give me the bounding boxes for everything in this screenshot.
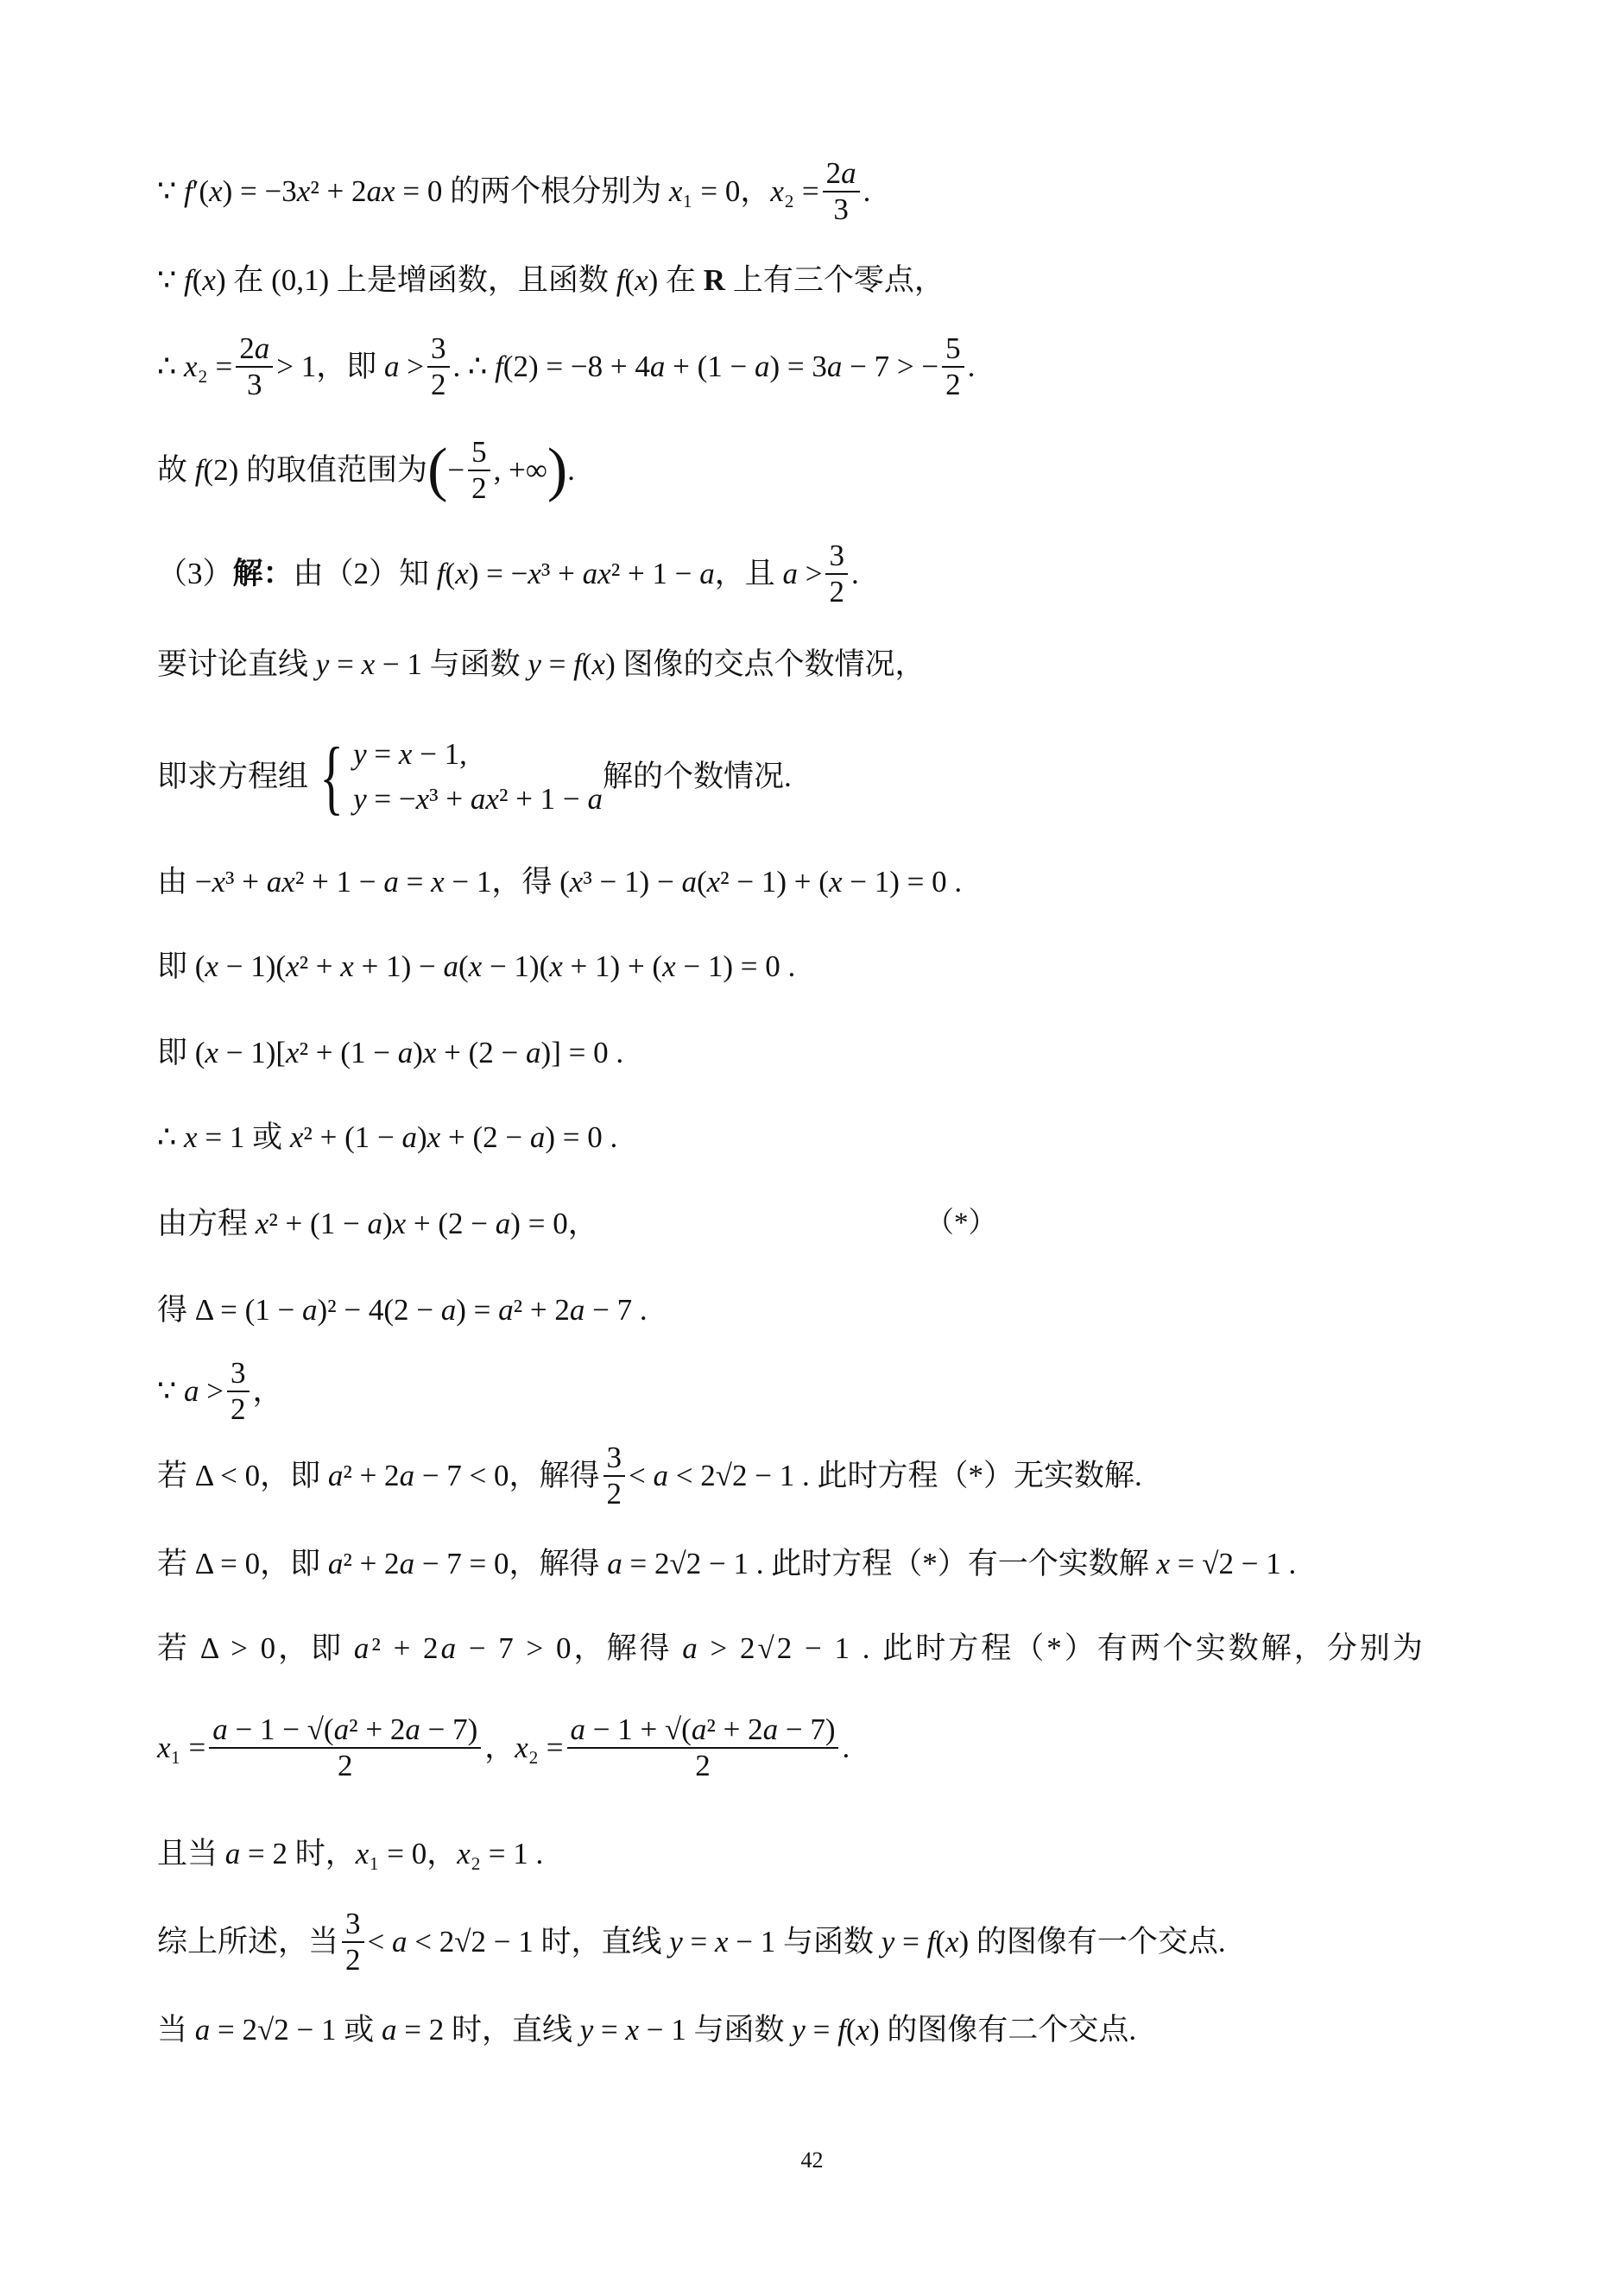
solution-line-12: 由方程 x² + (1 − a)x + (2 − a) = 0， （*）: [157, 1207, 997, 1240]
solution-line-21: 当 a = 2√2 − 1 或 a = 2 时，直线 y = x − 1 与函数 y = f(x) 的图像有二个交点.: [157, 2013, 1137, 2047]
solution-line-8: 由 −x³ + ax² + 1 − a = x − 1，得 (x³ − 1) − a(x² − 1) + (x − 1) = 0 .: [157, 865, 963, 899]
solution-line-9: 即 (x − 1)(x² + x + 1) − a(x − 1)(x + 1) + (x − 1) = 0 .: [157, 949, 796, 983]
page-number: 42: [800, 2148, 824, 2173]
solution-line-7: 即求方程组 { y = x − 1, y = −x³ + ax² + 1 − a 解的个数情况.: [157, 730, 792, 823]
solution-line-14: ∵ a > $\frac{3}{2}$ ，: [157, 1355, 283, 1426]
solution-line-1: ∵ f′(x) = −3x² + 2ax = 0 的两个根分别为 x₁ = 0，x₂ = $\frac{2a}{3}$ .: [157, 155, 871, 226]
solution-line-11: ∴ x = 1 或 x² + (1 − a)x + (2 − a) = 0 .: [157, 1120, 618, 1154]
solution-line-13: 得 Δ = (1 − a)² − 4(2 − a) = a² + 2a − 7 .: [157, 1293, 648, 1327]
solution-line-2: ∵ f(x) 在 (0,1) 上是增函数，且函数 f(x) 在 R 上有三个零点，: [157, 263, 945, 297]
solution-line-3: ∴ x₂ = $\frac{2a}{3}$ > 1，即 a > $\frac{3}{2}$ . ∴ f(2) = −8 + 4a + (1 − a) = 3a − 7 > − $\frac{5}{2}$ .: [157, 331, 976, 401]
solution-line-6: 要讨论直线 y = x − 1 与函数 y = f(x) 图像的交点个数情况，: [157, 647, 926, 681]
solution-line-5: （3）解：由（2）知 f(x) = −x³ + ax² + 1 − a，且 a > $\frac{3}{2}$ .: [157, 538, 859, 609]
solution-line-10: 即 (x − 1)[x² + (1 − a)x + (2 − a)] = 0 .: [157, 1036, 624, 1069]
solution-line-19: 且当 a = 2 时，x₁ = 0，x₂ = 1 .: [157, 1837, 544, 1870]
solution-line-17: 若 Δ > 0，即 a² + 2a − 7 > 0，解得 a > 2√2 − 1 . 此时方程（*）有两个实数解，分别为: [157, 1631, 1425, 1665]
solution-line-20: 综上所述，当 $\frac{3}{2}$ < a < 2√2 − 1 时，直线 y = x − 1 与函数 y = f(x) 的图像有一个交点.: [157, 1906, 1226, 1977]
solution-line-4: 故 f(2) 的取值范围为 ( − $\frac{5}{2}$ , +∞ ) .: [157, 434, 575, 505]
solution-line-18: x₁ = $\frac{\text{a − 1 − √(a² + 2a − 7)}}{2}$ ，x₂ = $\frac{\text{a − 1 + √(a² + 2a − 7)}}{2}$ .: [157, 1712, 850, 1782]
solution-line-16: 若 Δ = 0，即 a² + 2a − 7 = 0，解得 a = 2√2 − 1 . 此时方程（*）有一个实数解 x = √2 − 1 .: [157, 1547, 1297, 1580]
solution-line-15: 若 Δ < 0，即 a² + 2a − 7 < 0，解得 $\frac{3}{2}$ < a < 2√2 − 1 . 此时方程（*）无实数解.: [157, 1440, 1142, 1511]
equation-tag: （*）: [926, 1208, 997, 1239]
